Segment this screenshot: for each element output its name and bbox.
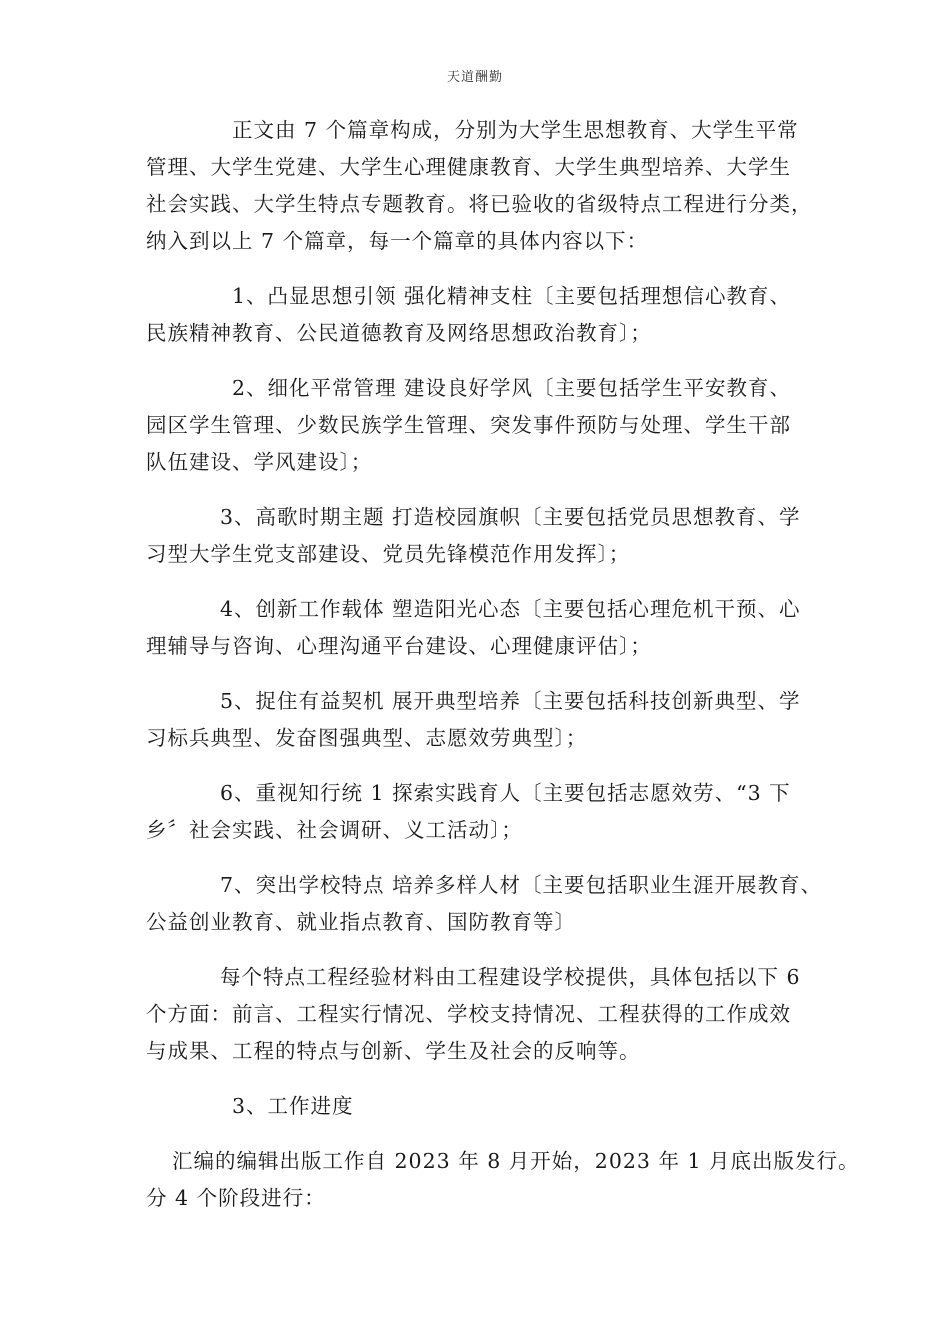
text-line: 纳入到以上 7 个篇章，每一个篇章的具体内容以下： — [146, 229, 649, 253]
text-line: 每个特点工程经验材料由工程建设学校提供，具体包括以下 6 — [220, 965, 801, 989]
text-line: 5、捉住有益契机 展开典型培养〔主要包括科技创新典型、学 — [220, 689, 801, 713]
paragraph-item-6 — [146, 775, 816, 849]
text-line: 汇编的编辑出版工作自 2023 年 8 月开始，2023 年 1 月底出版发行。 — [172, 1149, 860, 1173]
text-line: 理辅导与咨询、心理沟通平台建设、心理健康评估〕； — [146, 634, 652, 658]
paragraph-item-1 — [146, 278, 816, 352]
text-line: 习标兵典型、发奋图强典型、志愿效劳典型〕； — [146, 726, 588, 750]
text-line: 园区学生管理、少数民族学生管理、突发事件预防与处理、学生干部 — [146, 413, 791, 437]
text-line: 社会实践、大学生特点专题教育。将已验收的省级特点工程进行分类， — [146, 192, 813, 216]
text-line: 习型大学生党支部建设、党员先锋模范作用发挥〕； — [146, 542, 631, 566]
text-line: 管理、大学生党建、大学生心理健康教育、大学生典型培养、大学生 — [146, 155, 791, 179]
text-line: 6、重视知行统 1 探索实践育人〔主要包括志愿效劳、“3 下 — [220, 781, 791, 805]
text-line: 1、凸显思想引领 强化精神支柱〔主要包括理想信心教育、 — [232, 284, 792, 308]
page-header: 天道酬勤 — [446, 70, 503, 85]
section-heading — [146, 1088, 816, 1125]
text-line: 乡〞社会实践、社会调研、义工活动〕； — [146, 818, 523, 842]
paragraph-item-3 — [146, 499, 816, 573]
paragraph-materials — [146, 959, 816, 1070]
paragraph-item-4 — [146, 591, 816, 665]
text-line: 队伍建设、学风建设〕； — [146, 450, 373, 474]
text-line: 3、工作进度 — [232, 1094, 354, 1118]
text-line: 正文由 7 个篇章构成，分别为大学生思想教育、大学生平常 — [232, 118, 799, 142]
text-line: 分 4 个阶段进行： — [146, 1186, 326, 1210]
paragraph-schedule — [146, 1143, 860, 1217]
text-line: 4、创新工作载体 塑造阳光心态〔主要包括心理危机干预、心 — [220, 597, 801, 621]
paragraph-item-5 — [146, 683, 816, 757]
document-body — [146, 112, 860, 1217]
text-line: 2、细化平常管理 建设良好学风〔主要包括学生平安教育、 — [232, 376, 792, 400]
text-line: 个方面：前言、工程实行情况、学校支持情况、工程获得的工作成效 — [146, 1002, 791, 1026]
text-line: 民族精神教育、公民道德教育及网络思想政治教育〕； — [146, 321, 652, 345]
text-line: 与成果、工程的特点与创新、学生及社会的反响等。 — [146, 1039, 641, 1063]
paragraph-intro — [146, 112, 816, 260]
text-line: 7、突出学校特点 培养多样人材〔主要包括职业生涯开展教育、 — [220, 873, 823, 897]
paragraph-item-2 — [146, 370, 816, 481]
text-line: 公益创业教育、就业指点教育、国防教育等〕 — [146, 910, 576, 934]
text-line: 3、高歌时期主题 打造校园旗帜〔主要包括党员思想教育、学 — [220, 505, 801, 529]
paragraph-item-7 — [146, 867, 823, 941]
